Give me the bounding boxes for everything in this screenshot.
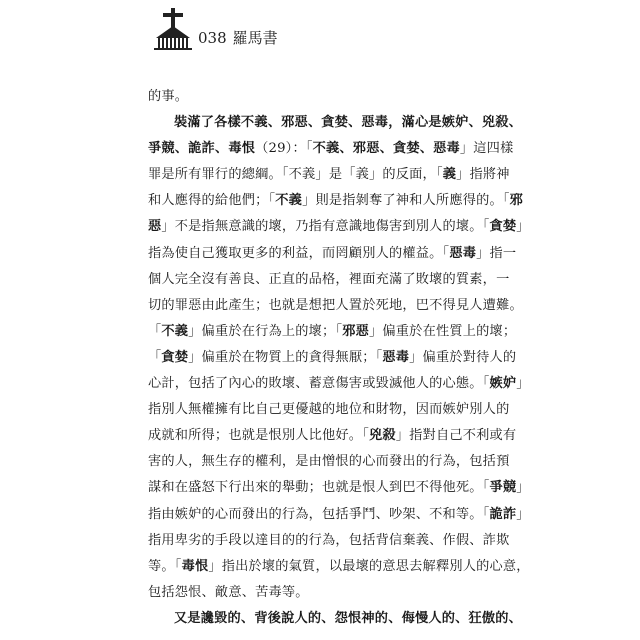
page-number: 038: [198, 29, 227, 47]
bold-term: 不義: [275, 193, 303, 209]
text-line: [148, 371, 530, 397]
text-segment: 指別人無權擁有比自己更優越的地位和財物，因而嫉妒別人的: [148, 402, 510, 418]
body-text: [148, 84, 530, 632]
page-header: [150, 8, 490, 50]
text-line: [148, 84, 476, 110]
bold-term: 邪惡: [342, 323, 370, 339]
text-line: [148, 475, 530, 501]
text-segment: 」: [516, 219, 530, 235]
text-segment: 和人應得的給他們；「: [148, 193, 276, 209]
text-segment: 」: [516, 376, 530, 392]
bold-term: 不義: [161, 323, 189, 339]
text-segment: 」偏重於在物質上的貪得無厭；「: [188, 349, 383, 365]
text-line: [148, 162, 510, 188]
text-line: [148, 188, 524, 214]
text-segment: 等。「: [148, 558, 182, 574]
text-segment: 」指一: [476, 245, 517, 261]
bold-term: 嫉妒: [489, 376, 517, 392]
bold-term: 毒恨: [181, 558, 209, 574]
text-segment: 指為使自己獲取更多的利益，而罔顧別人的權益。「: [148, 245, 450, 261]
bold-term: 不義、邪惡、貪婪、惡毒: [312, 141, 460, 157]
header-text: [198, 28, 278, 48]
text-line: [148, 241, 517, 267]
text-segment: 」則是指剝奪了神和人所應得的。「: [302, 193, 510, 209]
text-line: [148, 528, 510, 554]
text-line: [148, 449, 510, 475]
text-line: [148, 397, 510, 423]
bold-term: 惡毒: [449, 245, 477, 261]
text-line: [148, 319, 517, 345]
text-segment: 謀和在盛怒下行出來的舉動；也就是恨人到巴不得他死。「: [148, 480, 490, 496]
text-segment: 」指將神: [456, 167, 510, 183]
text-segment: 切的罪惡由此產生；也就是想把人置於死地，巴不得見人遭難。: [148, 297, 523, 313]
text-segment: 」偏重於在性質上的壞；: [369, 323, 517, 339]
text-segment: 個人完全沒有善良、正直的品格，裡面充滿了敗壞的質素，一: [148, 271, 510, 287]
text-segment: 指由嫉妒的心而發出的行為，包括爭鬥、吵架、不和等。「: [148, 506, 490, 522]
bold-term: 裝滿了各樣不義、邪惡、貪婪、惡毒，滿心是嫉妒、兇殺、: [174, 115, 523, 131]
bold-term: 惡毒: [382, 349, 410, 365]
bold-term: 又是讒毀的、背後說人的、怨恨神的、侮慢人的、狂傲的、: [174, 610, 523, 626]
text-segment: （29）：「: [255, 141, 313, 157]
bold-term: 爭競: [489, 480, 517, 496]
bold-term: 爭競、詭詐、毒恨: [148, 141, 256, 157]
text-segment: 心計，包括了內心的敗壞、蓄意傷害或毀滅他人的心態。「: [148, 376, 490, 392]
church-cross-icon: [154, 8, 192, 50]
text-line: [148, 502, 530, 528]
bold-term: 惡: [148, 219, 162, 235]
text-segment: 的事。: [148, 89, 189, 104]
text-segment: 罪是所有罪行的總綱。「不義」是「義」的反面，「: [148, 167, 443, 183]
text-segment: 成就和所得；也就是恨別人比他好。「: [148, 428, 369, 444]
bold-term: 貪婪: [161, 349, 189, 365]
text-segment: 」這四樣: [459, 141, 514, 157]
bold-term: 兇殺: [369, 428, 396, 444]
text-segment: 」偏重於在行為上的壞；「: [188, 323, 343, 339]
bold-term: 邪: [509, 193, 524, 209]
text-segment: 」不是指無意識的壞，乃指有意識地傷害到別人的壞。「: [161, 219, 490, 235]
text-segment: 包括怨恨、敵意、苦毒等。: [148, 584, 309, 600]
text-segment: 」指對自己不利或有: [395, 428, 517, 444]
text-line: [148, 267, 510, 293]
bold-term: 詭詐: [489, 506, 517, 522]
text-segment: 「: [148, 323, 162, 339]
text-segment: 「: [148, 349, 162, 365]
text-line: [148, 606, 523, 632]
text-line: [148, 554, 530, 580]
text-line: [148, 345, 517, 371]
text-line: [148, 423, 517, 449]
text-segment: 」: [516, 506, 530, 522]
text-segment: 」: [516, 480, 530, 496]
text-line: [148, 580, 476, 606]
book-title: 羅馬書: [232, 29, 278, 47]
text-line: [148, 110, 523, 136]
text-segment: 」偏重於對待人的: [409, 349, 517, 365]
text-segment: 」指出於壞的氣質，以最壞的意思去解釋別人的心意，: [208, 558, 530, 574]
text-line: [148, 136, 514, 162]
bold-term: 貪婪: [489, 219, 517, 235]
text-segment: 害的人，無生存的權利，是由憎恨的心而發出的行為，包括預: [148, 454, 510, 470]
bold-term: 義: [442, 167, 457, 183]
text-segment: 指用卑劣的手段以達目的的行為，包括背信棄義、作假、詐欺: [148, 532, 510, 548]
text-line: [148, 293, 523, 319]
text-line: [148, 214, 530, 240]
